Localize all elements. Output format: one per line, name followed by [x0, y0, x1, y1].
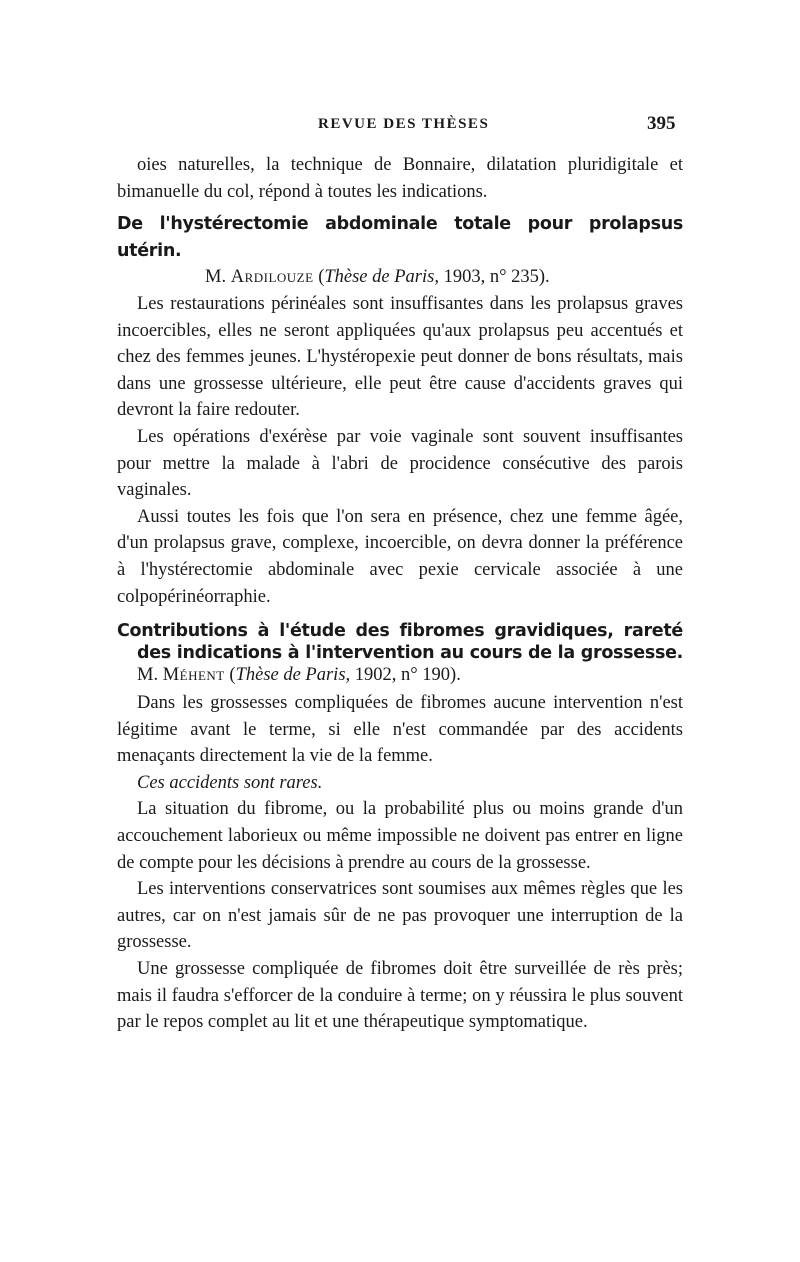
intro-line-2: et bimanuelle du col, répond à toutes les indications.: [117, 155, 684, 202]
section1-source-open: (: [313, 267, 325, 288]
section2-author-prefix: M.: [137, 665, 159, 686]
page-number: 395: [647, 113, 676, 134]
section1-paragraph-2: Les opérations d'exérèse par voie vaginale sont souvent insuffisantes pour mettre la malade à l'abri de procidence consécutive des parois vaginales.: [117, 426, 683, 501]
section2-author: Méhent: [162, 665, 225, 686]
section1-author-prefix: M.: [205, 267, 227, 288]
running-title: REVUE DES THÈSES: [318, 116, 490, 132]
section2-source-open: (: [229, 665, 236, 686]
body-text: [117, 152, 683, 1036]
section1-paragraph-3: Aussi toutes les fois que l'on sera en présence, chez une femme âgée, d'un prolapsus grave, complexe, incoercible, on devra donner la préférence à l'hystérectomie abdominale avec pexie cervicale associée à une colpopérinéorraphie.: [117, 506, 683, 607]
section2-paragraph-3: La situation du fibrome, ou la probabilité plus ou moins grande d'un accouchement laborieux ou même impossible ne doivent pas entrer en ligne de compte pour les décisions à prendre au cours de la grossesse.: [117, 799, 683, 873]
section2-source-title: Thèse de Paris,: [235, 665, 351, 686]
section2-paragraph-2: Ces accidents sont rares.: [137, 772, 323, 793]
section2-source-details: 1902, n° 190).: [350, 665, 461, 686]
intro-paragraph: [117, 152, 683, 205]
section2-paragraph-4: Les interventions conservatrices sont soumises aux mêmes règles que les autres, car on n'est jamais sûr de ne pas provoquer une interruption de la grossesse.: [117, 879, 683, 953]
section1-heading: [117, 211, 683, 291]
section1-citation: [117, 264, 683, 291]
section1-author: Ardilouze: [230, 267, 314, 288]
section2-heading: [117, 620, 683, 686]
section1-paragraph-1: Les restaurations périnéales sont insuffisantes dans les prolapsus graves incoercibles, elles ne seront appliquées qu'aux prolapsus peu accentués et chez des femmes jeunes. L'hystéropexie peut donner de bons résultats, mais dans une grossesse ultérieure, elle peut être cause d'accidents graves qui devront la faire redouter.: [117, 293, 683, 421]
section1-source-details: 1903, n° 235).: [438, 267, 550, 288]
section2-paragraph-1: Dans les grossesses compliquées de fibromes aucune intervention n'est légitime avant le terme, si elle n'est commandée par des accidents menaçants directement la vie de la femme.: [117, 693, 683, 767]
section2-paragraph-5: Une grossesse compliquée de fibromes doit être surveillée de rès près; mais il faudra s'efforcer de la conduire à terme; on y réussira le plus souvent par le repos complet au lit et une thérapeutique symptomatique.: [117, 959, 683, 1033]
section1-source-title: Thèse de Paris,: [324, 267, 439, 288]
intro-line-1: oies naturelles, la technique de Bonnaire, dilatation pluridigitale: [137, 155, 659, 175]
section2-title: Contributions à l'étude des fibromes gravidiques, rareté des indications à l'intervention au cours de la grossesse.: [117, 621, 683, 664]
section1-title: De l'hystérectomie abdominale totale pour prolapsus utérin.: [117, 214, 683, 261]
